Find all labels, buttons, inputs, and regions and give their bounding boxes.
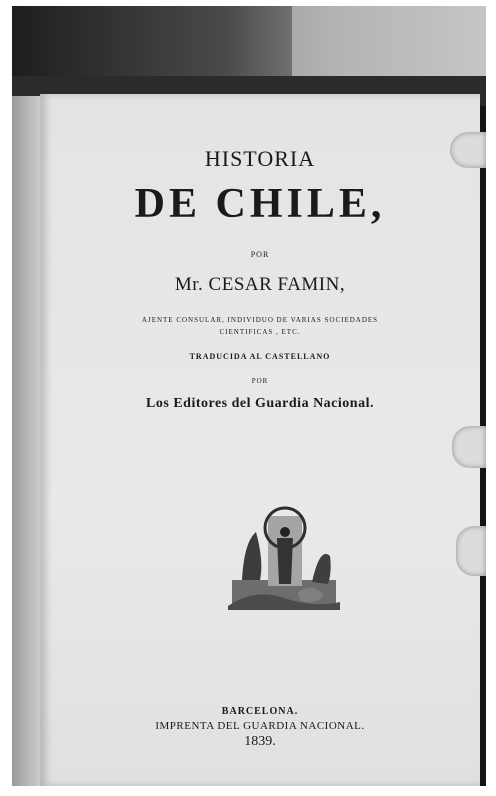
background-window <box>12 6 486 76</box>
photograph <box>12 6 486 786</box>
por-1: POR <box>250 250 270 259</box>
finger-middle <box>452 426 486 468</box>
book-spine-edge <box>12 96 42 786</box>
author-description-line-1: AJENTE CONSULAR, INDIVIDUO DE VARIAS SOCIEDADES <box>141 316 379 324</box>
vignette-illustration-icon <box>224 502 344 612</box>
finger-bottom <box>456 526 486 576</box>
title-line-1: HISTORIA <box>204 146 316 171</box>
title-page <box>40 94 480 786</box>
translated-line: TRADUCIDA AL CASTELLANO <box>189 352 331 361</box>
finger-top <box>450 132 486 168</box>
year: 1839. <box>244 734 276 749</box>
author-description-line-2: CIENTIFICAS , ETC. <box>219 328 301 336</box>
por-2: POR <box>251 377 269 385</box>
author: Mr. CESAR FAMIN, <box>174 274 346 295</box>
author-description <box>40 314 480 338</box>
editors: Los Editores del Guardia Nacional. <box>146 396 374 411</box>
title-line-2: DE CHILE, <box>134 181 386 227</box>
city: BARCELONA. <box>221 706 299 717</box>
printer: IMPRENTA DEL GUARDIA NACIONAL. <box>155 720 365 732</box>
